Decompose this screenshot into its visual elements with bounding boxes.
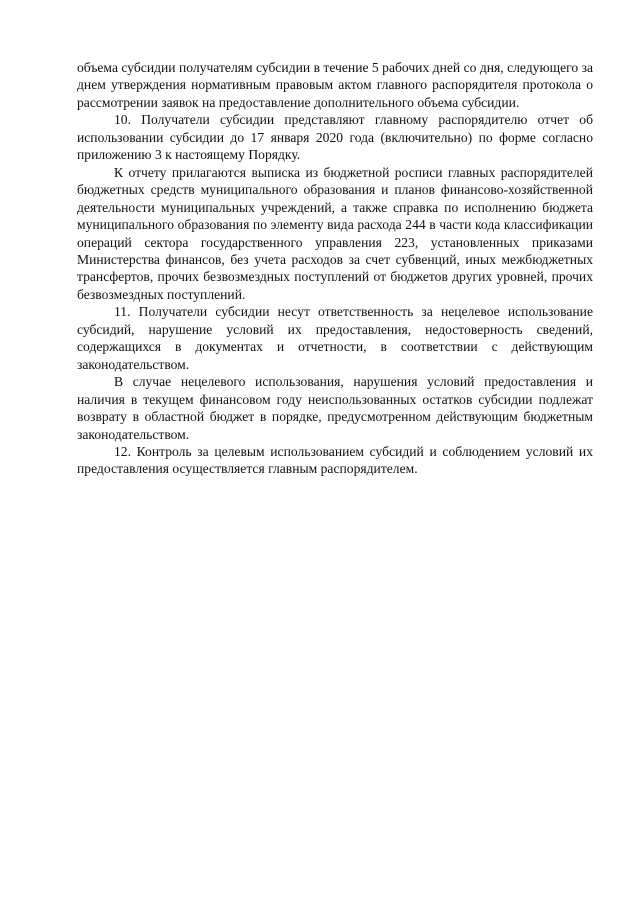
paragraph-item-12: 12. Контроль за целевым использованием субсидий и соблюдением условий их предоставления осуществляется главным распорядителем. — [77, 443, 593, 477]
paragraph-misuse-return: В случае нецелевого использования, нарушения условий предоставления и наличия в текущем финансовом году неиспользованных остатков субсидии подлежат возврату в областной бюджет в порядке, предусмотренном действующим бюджетным законодательством. — [77, 374, 593, 442]
document-body — [77, 59, 593, 478]
paragraph-item-10: 10. Получатели субсидии представляют главному распорядителю отчет об использовании субсидии до 17 января 2020 года (включительно) по форме согласно приложению 3 к настоящему Порядку. — [77, 112, 593, 163]
paragraph-continuation: объема субсидии получателям субсидии в течение 5 рабочих дней со дня, следующего за днем утверждения нормативным правовым актом главного распорядителя протокола о рассмотрении заявок на предоставление дополнительного объема субсидии. — [77, 60, 593, 110]
paragraph-item-11: 11. Получатели субсидии несут ответственность за нецелевое использование субсидий, нарушение условий их предоставления, недостоверность сведений, содержащихся в документах и отчетности, в соответствии с действующим законодательством. — [77, 304, 593, 372]
paragraph-report-attachments: К отчету прилагаются выписка из бюджетной росписи главных распорядителей бюджетных средств муниципального образования и планов финансово-хозяйственной деятельности муниципальных учреждений, а также справка по исполнению бюджета муниципального образования по элементу вида расхода 244 в части кода классификации операций сектора государственного управления 223, установленных приказами Министерства финансов, без учета расходов за счет субвенций, иных межбюджетных трансфертов, прочих безвозмездных поступлений от бюджетов других уровней, прочих безвозмездных поступлений. — [77, 164, 593, 302]
